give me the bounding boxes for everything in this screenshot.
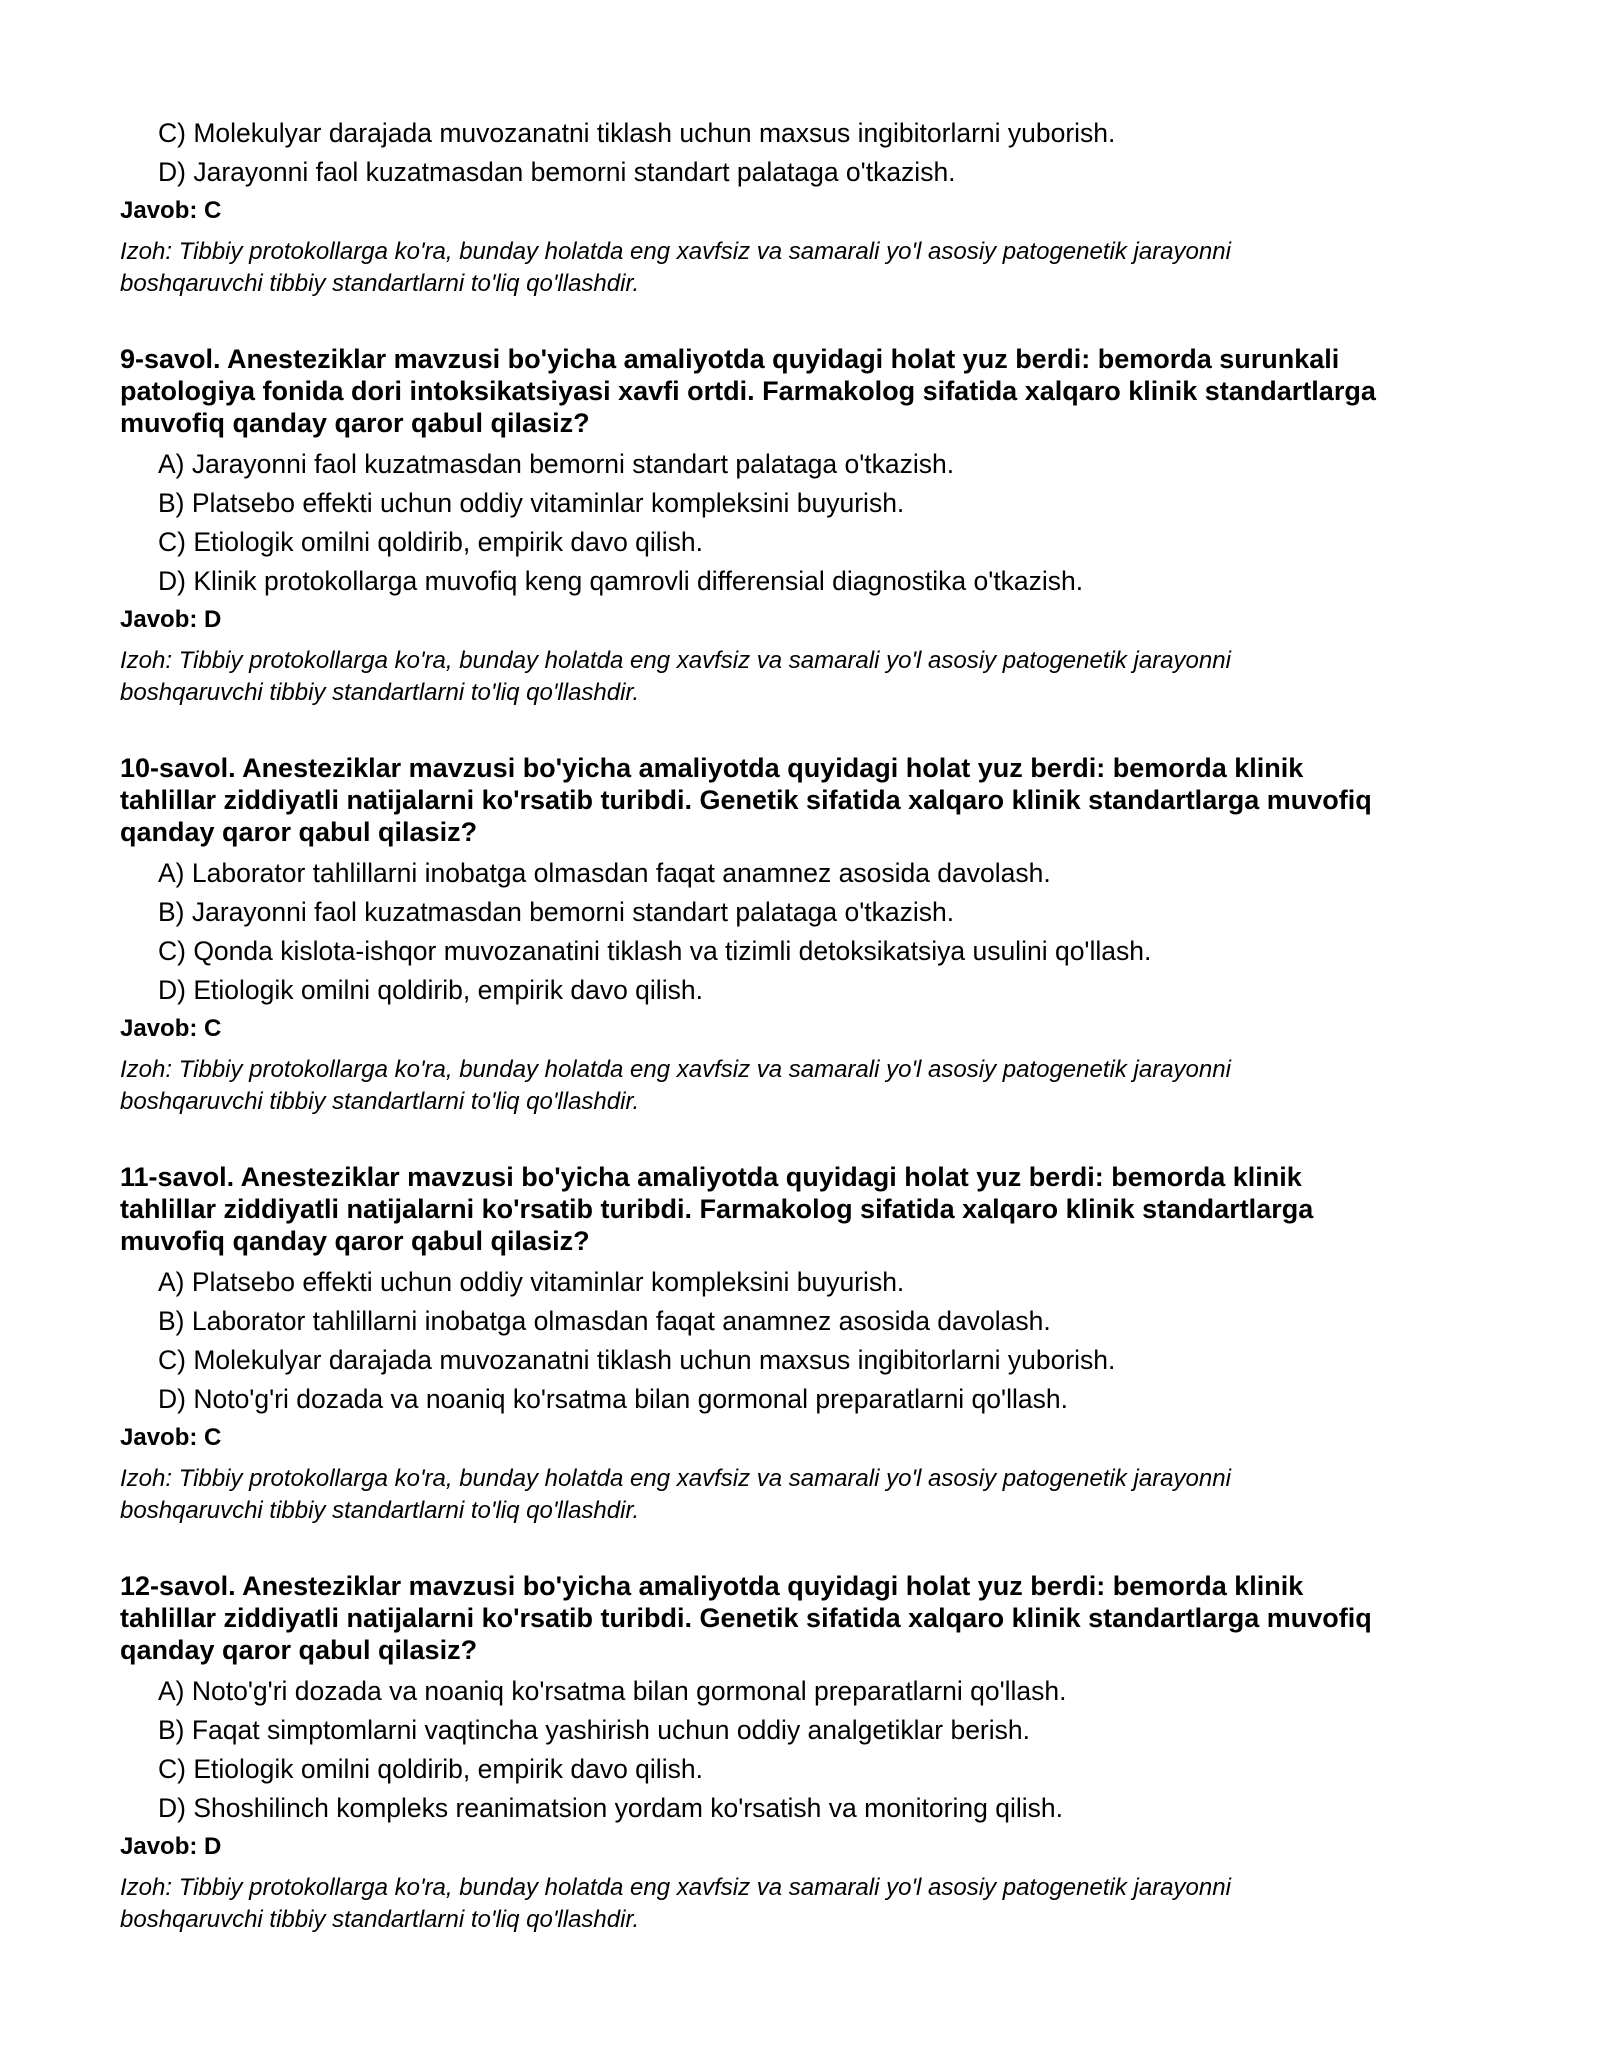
question-line-2: tahlillar ziddiyatli natijalarni ko'rsatib turibdi. Genetik sifatida xalqaro klinik standartlarga muvofiq [120,1603,1372,1633]
question-block-10 [120,752,1500,1118]
answer-label: Javob: C [120,1424,222,1451]
option-a: A) Jarayonni faol kuzatmasdan bemorni standart palataga o'tkazish. [158,449,955,479]
question-block-11 [120,1161,1500,1527]
option-d: D) Klinik protokollarga muvofiq keng qamrovli differensial diagnostika o'tkazish. [158,566,1084,596]
question-8-continuation [120,118,1500,300]
question-line-3: qanday qaror qabul qilasiz? [120,1635,478,1665]
explanation-line-1: Izoh: Tibbiy protokollarga ko'ra, bunday holatda eng xavfsiz va samarali yo'l asosiy patogenetik jarayonni [120,647,1231,674]
option-d: D) Jarayonni faol kuzatmasdan bemorni standart palataga o'tkazish. [158,157,956,187]
answer-label: Javob: D [120,1833,222,1860]
option-c: C) Molekulyar darajada muvozanatni tiklash uchun maxsus ingibitorlarni yuborish. [158,1345,1116,1375]
explanation-line-1: Izoh: Tibbiy protokollarga ko'ra, bunday holatda eng xavfsiz va samarali yo'l asosiy patogenetik jarayonni [120,1465,1231,1492]
explanation-line-1: Izoh: Tibbiy protokollarga ko'ra, bunday holatda eng xavfsiz va samarali yo'l asosiy patogenetik jarayonni [120,238,1231,265]
answer-label: Javob: D [120,606,222,633]
question-line-2: tahlillar ziddiyatli natijalarni ko'rsatib turibdi. Genetik sifatida xalqaro klinik standartlarga muvofiq [120,785,1372,815]
question-text [120,752,1500,848]
answer-label: Javob: C [120,1015,222,1042]
question-text [120,1570,1500,1666]
question-text [120,1161,1500,1257]
explanation-line-2: boshqaruvchi tibbiy standartlarni to'liq qo'llashdir. [120,270,640,297]
option-a: A) Noto'g'ri dozada va noaniq ko'rsatma bilan gormonal preparatlarni qo'llash. [158,1676,1067,1706]
option-a: A) Platsebo effekti uchun oddiy vitaminlar kompleksini buyurish. [158,1267,905,1297]
explanation-line-2: boshqaruvchi tibbiy standartlarni to'liq qo'llashdir. [120,1906,640,1933]
question-text [120,343,1500,439]
explanation-line-1: Izoh: Tibbiy protokollarga ko'ra, bunday holatda eng xavfsiz va samarali yo'l asosiy patogenetik jarayonni [120,1874,1231,1901]
question-line-3: qanday qaror qabul qilasiz? [120,817,478,847]
question-line-1: 11-savol. Anesteziklar mavzusi bo'yicha amaliyotda quyidagi holat yuz berdi: bemorda klinik [120,1162,1302,1192]
option-b: B) Platsebo effekti uchun oddiy vitaminlar kompleksini buyurish. [158,488,905,518]
option-d: D) Noto'g'ri dozada va noaniq ko'rsatma bilan gormonal preparatlarni qo'llash. [158,1384,1068,1414]
option-b: B) Laborator tahlillarni inobatga olmasdan faqat anamnez asosida davolash. [158,1306,1051,1336]
explanation-line-2: boshqaruvchi tibbiy standartlarni to'liq qo'llashdir. [120,1088,640,1115]
explanation-line-1: Izoh: Tibbiy protokollarga ko'ra, bunday holatda eng xavfsiz va samarali yo'l asosiy patogenetik jarayonni [120,1056,1231,1083]
option-c: C) Etiologik omilni qoldirib, empirik davo qilish. [158,1754,703,1784]
question-line-3: muvofiq qanday qaror qabul qilasiz? [120,408,590,438]
explanation-line-2: boshqaruvchi tibbiy standartlarni to'liq qo'llashdir. [120,1497,640,1524]
explanation-line-2: boshqaruvchi tibbiy standartlarni to'liq qo'llashdir. [120,679,640,706]
question-line-3: muvofiq qanday qaror qabul qilasiz? [120,1226,590,1256]
question-line-1: 12-savol. Anesteziklar mavzusi bo'yicha amaliyotda quyidagi holat yuz berdi: bemorda klinik [120,1571,1304,1601]
question-block-12 [120,1570,1500,1936]
question-line-1: 9-savol. Anesteziklar mavzusi bo'yicha amaliyotda quyidagi holat yuz berdi: bemorda surunkali [120,344,1340,374]
option-c: C) Etiologik omilni qoldirib, empirik davo qilish. [158,527,703,557]
option-b: B) Jarayonni faol kuzatmasdan bemorni standart palataga o'tkazish. [158,897,955,927]
option-b: B) Faqat simptomlarni vaqtincha yashirish uchun oddiy analgetiklar berish. [158,1715,1030,1745]
question-line-2: tahlillar ziddiyatli natijalarni ko'rsatib turibdi. Farmakolog sifatida xalqaro klinik standartlarga [120,1194,1314,1224]
option-d: D) Etiologik omilni qoldirib, empirik davo qilish. [158,975,703,1005]
option-c: C) Qonda kislota-ishqor muvozanatini tiklash va tizimli detoksikatsiya usulini qo'llash. [158,936,1152,966]
question-line-2: patologiya fonida dori intoksikatsiyasi xavfi ortdi. Farmakolog sifatida xalqaro klinik standartlarga [120,376,1376,406]
option-a: A) Laborator tahlillarni inobatga olmasdan faqat anamnez asosida davolash. [158,858,1051,888]
option-c: C) Molekulyar darajada muvozanatni tiklash uchun maxsus ingibitorlarni yuborish. [158,118,1116,148]
question-line-1: 10-savol. Anesteziklar mavzusi bo'yicha amaliyotda quyidagi holat yuz berdi: bemorda klinik [120,753,1304,783]
question-block-9 [120,343,1500,709]
option-d: D) Shoshilinch kompleks reanimatsion yordam ko'rsatish va monitoring qilish. [158,1793,1063,1823]
document-page [120,118,1500,1936]
answer-label: Javob: C [120,197,222,224]
